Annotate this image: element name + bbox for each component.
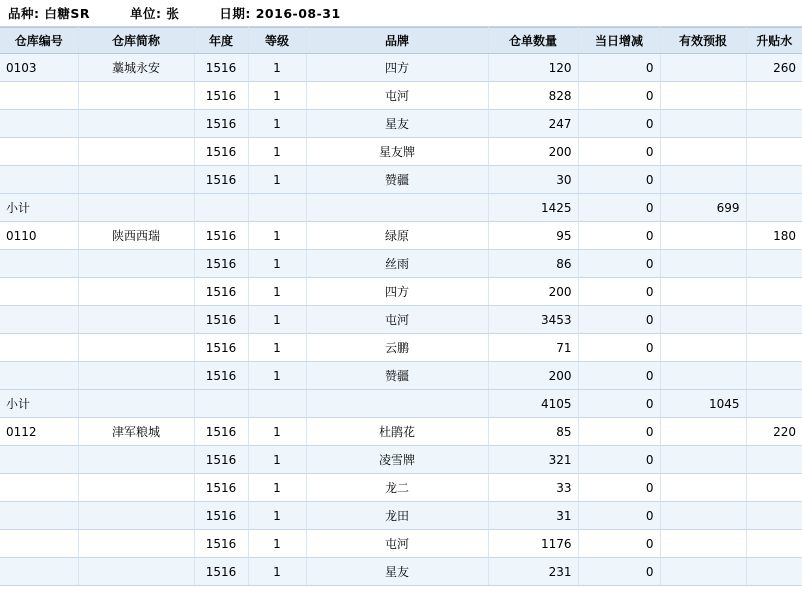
cell-daily-change: 0 bbox=[578, 418, 660, 446]
cell-year: 1516 bbox=[194, 306, 248, 334]
table-row[interactable] bbox=[0, 278, 802, 306]
cell-year: 1516 bbox=[194, 54, 248, 82]
cell-grade: 1 bbox=[248, 166, 306, 194]
cell-valid-forecast bbox=[660, 558, 746, 586]
cell-warehouse-code bbox=[0, 278, 78, 306]
column-header-warehouse-name[interactable]: 仓库简称 bbox=[78, 28, 194, 54]
cell-year: 1516 bbox=[194, 222, 248, 250]
cell-valid-forecast bbox=[660, 110, 746, 138]
cell-brand: 屯河 bbox=[306, 306, 488, 334]
cell-valid-forecast bbox=[660, 82, 746, 110]
cell-valid-forecast bbox=[660, 54, 746, 82]
cell-valid-forecast bbox=[660, 138, 746, 166]
cell-quantity: 231 bbox=[488, 558, 578, 586]
cell-premium bbox=[746, 474, 802, 502]
cell-grade: 1 bbox=[248, 530, 306, 558]
cell-warehouse-name bbox=[78, 502, 194, 530]
cell-year: 1516 bbox=[194, 82, 248, 110]
cell-premium bbox=[746, 110, 802, 138]
cell-premium bbox=[746, 250, 802, 278]
cell-warehouse-code: 小计 bbox=[0, 194, 78, 222]
cell-grade: 1 bbox=[248, 362, 306, 390]
cell-grade: 1 bbox=[248, 82, 306, 110]
cell-year: 1516 bbox=[194, 362, 248, 390]
table-row[interactable] bbox=[0, 530, 802, 558]
cell-premium bbox=[746, 530, 802, 558]
cell-quantity: 247 bbox=[488, 110, 578, 138]
cell-premium bbox=[746, 558, 802, 586]
column-header-grade[interactable]: 等级 bbox=[248, 28, 306, 54]
header-field-date bbox=[219, 4, 340, 22]
cell-warehouse-code: 0110 bbox=[0, 222, 78, 250]
column-header-valid-forecast[interactable]: 有效预报 bbox=[660, 28, 746, 54]
cell-year: 1516 bbox=[194, 166, 248, 194]
cell-premium bbox=[746, 166, 802, 194]
cell-premium bbox=[746, 306, 802, 334]
cell-daily-change: 0 bbox=[578, 334, 660, 362]
cell-premium bbox=[746, 194, 802, 222]
header-field-variety bbox=[8, 4, 90, 22]
table-row[interactable] bbox=[0, 418, 802, 446]
cell-valid-forecast bbox=[660, 446, 746, 474]
table-subtotal-row[interactable] bbox=[0, 390, 802, 418]
cell-quantity: 85 bbox=[488, 418, 578, 446]
cell-quantity: 71 bbox=[488, 334, 578, 362]
cell-quantity: 321 bbox=[488, 446, 578, 474]
table-row[interactable] bbox=[0, 82, 802, 110]
cell-daily-change: 0 bbox=[578, 502, 660, 530]
cell-warehouse-name bbox=[78, 334, 194, 362]
column-header-brand[interactable]: 品牌 bbox=[306, 28, 488, 54]
cell-warehouse-code bbox=[0, 82, 78, 110]
cell-year: 1516 bbox=[194, 418, 248, 446]
cell-brand: 杜鹃花 bbox=[306, 418, 488, 446]
cell-valid-forecast bbox=[660, 222, 746, 250]
cell-quantity: 86 bbox=[488, 250, 578, 278]
cell-year: 1516 bbox=[194, 502, 248, 530]
cell-brand: 丝雨 bbox=[306, 250, 488, 278]
cell-daily-change: 0 bbox=[578, 166, 660, 194]
cell-quantity: 200 bbox=[488, 138, 578, 166]
cell-warehouse-name bbox=[78, 82, 194, 110]
cell-brand: 赞疆 bbox=[306, 362, 488, 390]
header-field-unit bbox=[130, 4, 179, 22]
table-row[interactable] bbox=[0, 138, 802, 166]
cell-daily-change: 0 bbox=[578, 278, 660, 306]
cell-premium bbox=[746, 502, 802, 530]
cell-warehouse-code bbox=[0, 502, 78, 530]
cell-warehouse-name bbox=[78, 278, 194, 306]
cell-year: 1516 bbox=[194, 138, 248, 166]
cell-daily-change: 0 bbox=[578, 138, 660, 166]
cell-daily-change: 0 bbox=[578, 474, 660, 502]
cell-warehouse-code: 0103 bbox=[0, 54, 78, 82]
cell-brand: 屯河 bbox=[306, 82, 488, 110]
cell-premium bbox=[746, 278, 802, 306]
cell-valid-forecast bbox=[660, 530, 746, 558]
cell-grade bbox=[248, 390, 306, 418]
cell-warehouse-name bbox=[78, 558, 194, 586]
cell-warehouse-name bbox=[78, 250, 194, 278]
cell-quantity: 828 bbox=[488, 82, 578, 110]
cell-valid-forecast bbox=[660, 306, 746, 334]
cell-year: 1516 bbox=[194, 474, 248, 502]
table-row[interactable] bbox=[0, 474, 802, 502]
cell-daily-change: 0 bbox=[578, 194, 660, 222]
cell-brand bbox=[306, 390, 488, 418]
table-row[interactable] bbox=[0, 54, 802, 82]
cell-quantity: 3453 bbox=[488, 306, 578, 334]
table-row[interactable] bbox=[0, 446, 802, 474]
cell-warehouse-code bbox=[0, 306, 78, 334]
cell-brand: 星友 bbox=[306, 558, 488, 586]
table-row[interactable] bbox=[0, 222, 802, 250]
warehouse-receipt-table bbox=[0, 27, 802, 586]
cell-warehouse-code bbox=[0, 530, 78, 558]
cell-brand: 龙二 bbox=[306, 474, 488, 502]
cell-premium: 260 bbox=[746, 54, 802, 82]
table-row[interactable] bbox=[0, 166, 802, 194]
cell-quantity: 200 bbox=[488, 278, 578, 306]
cell-premium bbox=[746, 446, 802, 474]
cell-grade: 1 bbox=[248, 474, 306, 502]
cell-quantity: 200 bbox=[488, 362, 578, 390]
cell-premium bbox=[746, 82, 802, 110]
cell-valid-forecast bbox=[660, 418, 746, 446]
cell-valid-forecast bbox=[660, 362, 746, 390]
cell-daily-change: 0 bbox=[578, 82, 660, 110]
column-header-quantity[interactable]: 仓单数量 bbox=[488, 28, 578, 54]
cell-grade: 1 bbox=[248, 222, 306, 250]
table-subtotal-row[interactable] bbox=[0, 194, 802, 222]
header-value-date: 2016-08-31 bbox=[255, 6, 341, 21]
table-body bbox=[0, 54, 802, 586]
cell-warehouse-code bbox=[0, 474, 78, 502]
cell-grade: 1 bbox=[248, 110, 306, 138]
cell-daily-change: 0 bbox=[578, 558, 660, 586]
cell-brand: 星友 bbox=[306, 110, 488, 138]
cell-brand: 云鹏 bbox=[306, 334, 488, 362]
cell-daily-change: 0 bbox=[578, 390, 660, 418]
cell-brand: 四方 bbox=[306, 278, 488, 306]
cell-premium bbox=[746, 334, 802, 362]
cell-warehouse-code bbox=[0, 166, 78, 194]
cell-warehouse-name bbox=[78, 390, 194, 418]
cell-quantity: 95 bbox=[488, 222, 578, 250]
cell-warehouse-code bbox=[0, 110, 78, 138]
cell-warehouse-code bbox=[0, 558, 78, 586]
cell-daily-change: 0 bbox=[578, 222, 660, 250]
table-row[interactable] bbox=[0, 110, 802, 138]
cell-grade: 1 bbox=[248, 54, 306, 82]
cell-daily-change: 0 bbox=[578, 530, 660, 558]
cell-warehouse-code bbox=[0, 334, 78, 362]
cell-brand: 绿原 bbox=[306, 222, 488, 250]
column-header-premium[interactable]: 升贴水 bbox=[746, 28, 802, 54]
cell-valid-forecast bbox=[660, 250, 746, 278]
cell-year bbox=[194, 194, 248, 222]
cell-premium bbox=[746, 390, 802, 418]
cell-grade: 1 bbox=[248, 558, 306, 586]
table-row[interactable] bbox=[0, 558, 802, 586]
cell-brand: 屯河 bbox=[306, 530, 488, 558]
cell-brand: 星友牌 bbox=[306, 138, 488, 166]
cell-year: 1516 bbox=[194, 558, 248, 586]
cell-warehouse-name bbox=[78, 110, 194, 138]
cell-quantity: 4105 bbox=[488, 390, 578, 418]
cell-warehouse-name bbox=[78, 306, 194, 334]
cell-warehouse-name: 陕西西瑞 bbox=[78, 222, 194, 250]
cell-brand: 龙田 bbox=[306, 502, 488, 530]
cell-valid-forecast: 1045 bbox=[660, 390, 746, 418]
cell-valid-forecast bbox=[660, 474, 746, 502]
cell-daily-change: 0 bbox=[578, 446, 660, 474]
cell-warehouse-code: 0112 bbox=[0, 418, 78, 446]
cell-grade: 1 bbox=[248, 502, 306, 530]
cell-warehouse-name bbox=[78, 530, 194, 558]
cell-valid-forecast bbox=[660, 334, 746, 362]
cell-brand: 四方 bbox=[306, 54, 488, 82]
cell-daily-change: 0 bbox=[578, 54, 660, 82]
table-row[interactable] bbox=[0, 362, 802, 390]
cell-warehouse-name bbox=[78, 194, 194, 222]
header-label-unit: 单位: bbox=[130, 6, 162, 21]
cell-valid-forecast bbox=[660, 502, 746, 530]
cell-warehouse-code bbox=[0, 250, 78, 278]
cell-daily-change: 0 bbox=[578, 110, 660, 138]
cell-year bbox=[194, 390, 248, 418]
cell-quantity: 1176 bbox=[488, 530, 578, 558]
cell-warehouse-name bbox=[78, 166, 194, 194]
cell-warehouse-code bbox=[0, 138, 78, 166]
cell-quantity: 31 bbox=[488, 502, 578, 530]
cell-valid-forecast: 699 bbox=[660, 194, 746, 222]
cell-warehouse-name bbox=[78, 446, 194, 474]
cell-grade: 1 bbox=[248, 138, 306, 166]
cell-year: 1516 bbox=[194, 110, 248, 138]
cell-daily-change: 0 bbox=[578, 250, 660, 278]
cell-grade: 1 bbox=[248, 278, 306, 306]
cell-quantity: 1425 bbox=[488, 194, 578, 222]
cell-valid-forecast bbox=[660, 166, 746, 194]
cell-warehouse-name bbox=[78, 474, 194, 502]
column-header-year[interactable]: 年度 bbox=[194, 28, 248, 54]
table-row[interactable] bbox=[0, 306, 802, 334]
cell-warehouse-code bbox=[0, 446, 78, 474]
cell-grade: 1 bbox=[248, 418, 306, 446]
column-header-warehouse-code[interactable]: 仓库编号 bbox=[0, 28, 78, 54]
column-header-daily-change[interactable]: 当日增减 bbox=[578, 28, 660, 54]
cell-quantity: 30 bbox=[488, 166, 578, 194]
cell-warehouse-name: 津军粮城 bbox=[78, 418, 194, 446]
cell-year: 1516 bbox=[194, 278, 248, 306]
cell-warehouse-name bbox=[78, 138, 194, 166]
cell-grade: 1 bbox=[248, 250, 306, 278]
report-header bbox=[0, 0, 802, 27]
cell-premium: 220 bbox=[746, 418, 802, 446]
cell-grade bbox=[248, 194, 306, 222]
cell-brand: 凌雪牌 bbox=[306, 446, 488, 474]
header-label-variety: 品种: bbox=[8, 6, 40, 21]
cell-premium bbox=[746, 138, 802, 166]
cell-warehouse-name bbox=[78, 362, 194, 390]
table-header-row bbox=[0, 28, 802, 54]
cell-quantity: 33 bbox=[488, 474, 578, 502]
table-row[interactable] bbox=[0, 334, 802, 362]
cell-warehouse-code bbox=[0, 362, 78, 390]
cell-quantity: 120 bbox=[488, 54, 578, 82]
cell-warehouse-name: 藁城永安 bbox=[78, 54, 194, 82]
cell-grade: 1 bbox=[248, 306, 306, 334]
cell-premium bbox=[746, 362, 802, 390]
cell-year: 1516 bbox=[194, 446, 248, 474]
header-value-variety: 白糖SR bbox=[44, 6, 90, 21]
cell-daily-change: 0 bbox=[578, 306, 660, 334]
cell-grade: 1 bbox=[248, 446, 306, 474]
cell-warehouse-code: 小计 bbox=[0, 390, 78, 418]
cell-brand bbox=[306, 194, 488, 222]
table-row[interactable] bbox=[0, 250, 802, 278]
cell-grade: 1 bbox=[248, 334, 306, 362]
table-row[interactable] bbox=[0, 502, 802, 530]
header-value-unit: 张 bbox=[166, 6, 180, 21]
cell-valid-forecast bbox=[660, 278, 746, 306]
cell-year: 1516 bbox=[194, 250, 248, 278]
cell-year: 1516 bbox=[194, 530, 248, 558]
header-label-date: 日期: bbox=[219, 6, 251, 21]
cell-brand: 赞疆 bbox=[306, 166, 488, 194]
cell-daily-change: 0 bbox=[578, 362, 660, 390]
cell-premium: 180 bbox=[746, 222, 802, 250]
cell-year: 1516 bbox=[194, 334, 248, 362]
